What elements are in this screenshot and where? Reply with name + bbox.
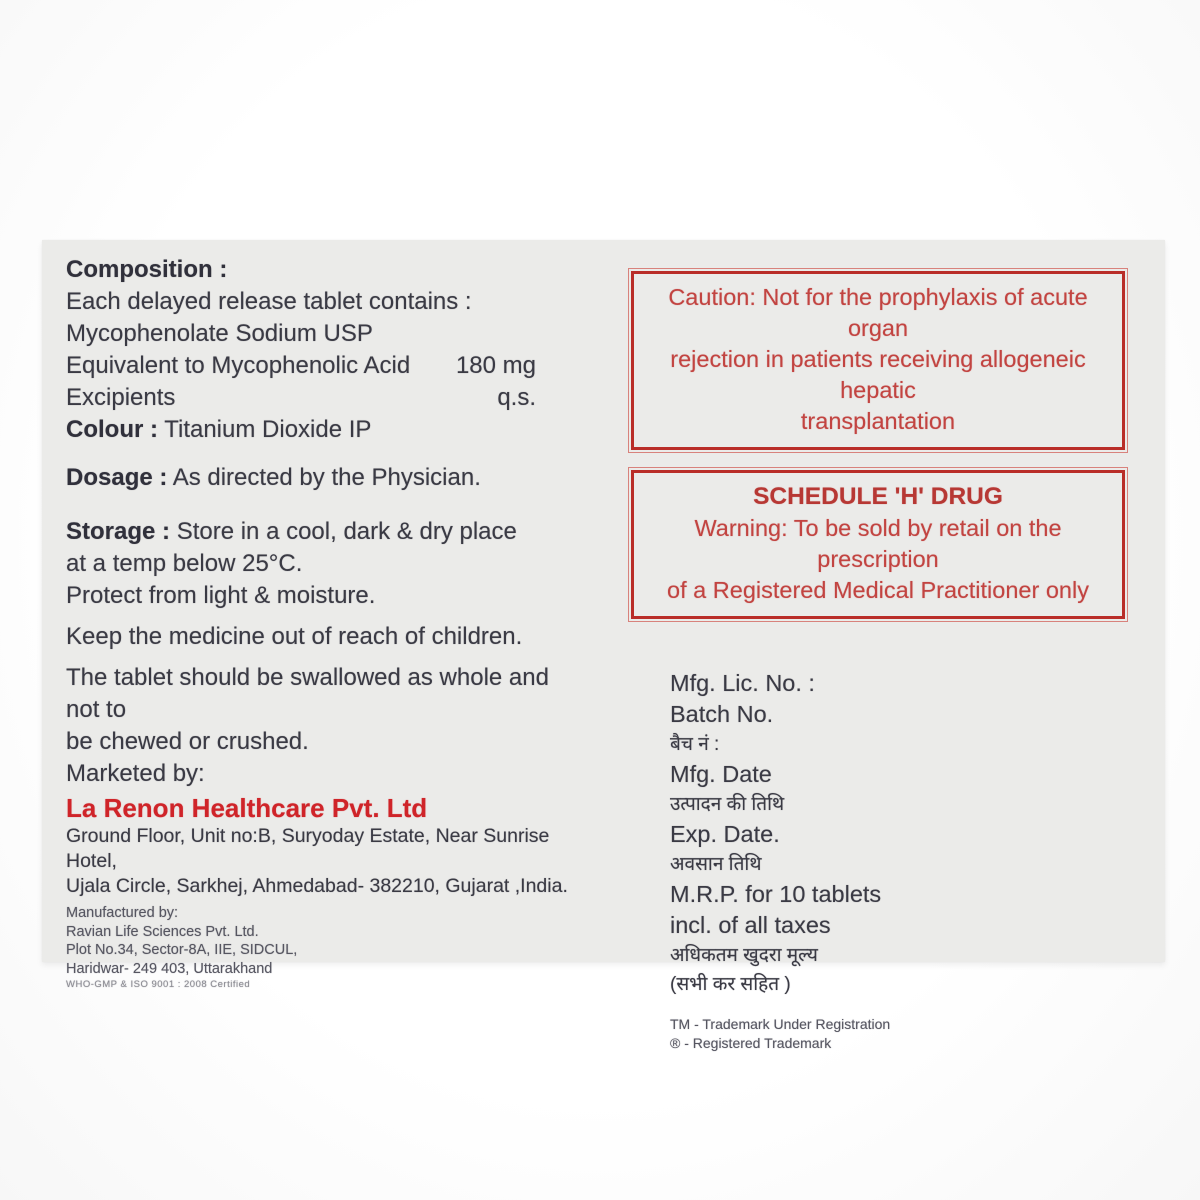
- mrp-hindi-line: अधिकतम खुदरा मूल्य: [670, 945, 818, 966]
- schedule-h-box-inner: [631, 470, 1125, 619]
- composition-contains-line: Each delayed release tablet contains :: [66, 288, 472, 315]
- exp-date-hindi-line: अवसान तिथि: [670, 854, 762, 875]
- batch-details-block: [670, 668, 1128, 999]
- storage-line3: Protect from light & moisture.: [66, 582, 376, 609]
- manufacturer-block: [66, 904, 586, 991]
- registered-trademark-line: ® - Registered Trademark: [670, 1035, 832, 1051]
- marketer-address-line2: Ujala Circle, Sarkhej, Ahmedabad- 382210, Gujarat ,India.: [66, 875, 568, 897]
- caution-box-inner: [631, 271, 1125, 450]
- storage-label: Storage :: [66, 518, 171, 545]
- caution-box: [628, 268, 1128, 453]
- excipients-value: q.s.: [497, 384, 536, 411]
- colour-label: Colour :: [66, 416, 158, 443]
- schedule-h-box: [628, 467, 1128, 622]
- caution-line2: rejection in patients receiving allogeneic hepatic: [670, 346, 1086, 403]
- mrp-line: M.R.P. for 10 tablets: [670, 881, 882, 907]
- trademark-block: [670, 1015, 1128, 1053]
- composition-substance: Mycophenolate Sodium USP: [66, 320, 373, 347]
- equivalent-value: 180 mg: [455, 352, 536, 379]
- schedule-h-title: SCHEDULE 'H' DRUG: [753, 483, 1003, 510]
- composition-heading: Composition :: [66, 256, 228, 283]
- certification-line: WHO-GMP & ISO 9001 : 2008 Certified: [66, 979, 251, 990]
- exp-date-line: Exp. Date.: [670, 821, 780, 847]
- equivalent-label: Equivalent to Mycophenolic Acid: [66, 352, 411, 379]
- swallow-warning-block: [66, 662, 586, 758]
- mfg-lic-no-line: Mfg. Lic. No. :: [670, 670, 815, 696]
- excipients-label: Excipients: [66, 384, 176, 411]
- composition-equivalent-row: [66, 350, 536, 382]
- schedule-warning-line1: Warning: To be sold by retail on the prescription: [694, 515, 1062, 572]
- label-right-column: [628, 268, 1128, 1053]
- caution-line1: Caution: Not for the prophylaxis of acute organ: [668, 284, 1088, 341]
- caution-line3: transplantation: [800, 408, 956, 434]
- label-left-column: [66, 254, 586, 991]
- storage-text1: Store in a cool, dark & dry place: [176, 518, 517, 545]
- taxes-line: incl. of all taxes: [670, 912, 831, 938]
- dosage-text: As directed by the Physician.: [172, 464, 481, 491]
- colour-value: Titanium Dioxide IP: [164, 416, 372, 443]
- marketer-company-name: La Renon Healthcare Pvt. Ltd: [66, 793, 428, 823]
- batch-no-hindi-line: बैच नं :: [670, 734, 720, 755]
- storage-line1: [66, 516, 586, 548]
- colour-line: [66, 414, 586, 446]
- manufacturer-address-line1: Plot No.34, Sector-8A, IIE, SIDCUL,: [66, 942, 298, 958]
- storage-section: [66, 516, 586, 612]
- composition-section: [66, 254, 586, 446]
- children-warning-line: Keep the medicine out of reach of children.: [66, 623, 523, 650]
- swallow-warning-line1: The tablet should be swallowed as whole and not to: [66, 664, 549, 723]
- mfg-date-hindi-line: उत्पादन की तिथि: [670, 794, 785, 815]
- medicine-label-card: [42, 240, 1165, 1051]
- manufactured-by-line: Manufactured by:: [66, 905, 179, 921]
- manufacturer-company-name: Ravian Life Sciences Pvt. Ltd.: [66, 923, 259, 940]
- swallow-warning-line2: be chewed or crushed.: [66, 728, 309, 755]
- schedule-warning-line2: of a Registered Medical Practitioner only: [667, 577, 1089, 603]
- dosage-line: [66, 462, 586, 494]
- marketer-address-line1: Ground Floor, Unit no:B, Suryoday Estate, Near Sunrise Hotel,: [66, 825, 550, 872]
- taxes-hindi-line: (सभी कर सहित ): [670, 974, 791, 995]
- marketed-by-line: Marketed by:: [66, 760, 205, 787]
- batch-no-line: Batch No.: [670, 701, 774, 727]
- mfg-date-line: Mfg. Date: [670, 761, 772, 787]
- storage-line2: at a temp below 25°C.: [66, 550, 303, 577]
- manufacturer-address-line2: Haridwar- 249 403, Uttarakhand: [66, 960, 273, 977]
- dosage-label: Dosage :: [66, 464, 168, 491]
- composition-excipients-row: [66, 382, 536, 414]
- tm-registration-line: TM - Trademark Under Registration: [670, 1016, 891, 1032]
